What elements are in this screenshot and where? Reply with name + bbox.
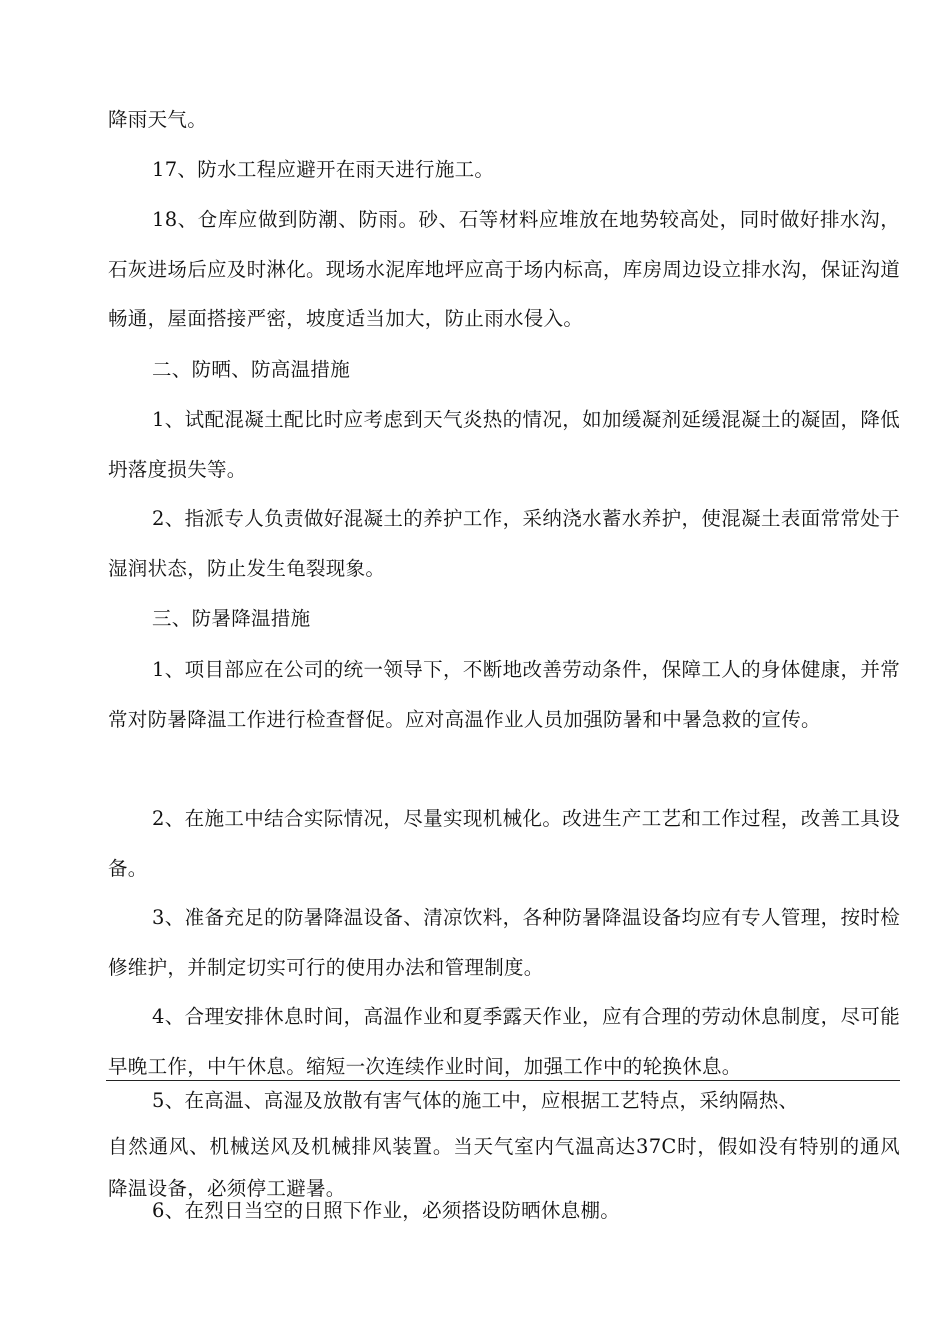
- paragraph-sun-2: 2、指派专人负责做好混凝土的养护工作，采纳浇水蓄水养护，使混凝土表面常常处于湿润状态，防止发生龟裂现象。: [108, 507, 900, 580]
- paragraph-item-17: 17、防水工程应避开在雨天进行施工。: [152, 158, 495, 181]
- paragraph-heat-6: 6、在烈日当空的日照下作业，必须搭设防晒休息棚。: [152, 1199, 621, 1222]
- section-heading-sun-heat: 二、防晒、防高温措施: [152, 358, 351, 381]
- paragraph-heat-3: 3、准备充足的防暑降温设备、清凉饮料，各种防暑降温设备均应有专人管理，按时检修维护，并制定切实可行的使用办法和管理制度。: [108, 906, 900, 979]
- paragraph-continuation: 降雨天气。: [108, 108, 208, 131]
- paragraph-heat-5-line1: 5、在高温、高湿及放散有害气体的施工中，应根据工艺特点，采纳隔热、: [152, 1089, 799, 1112]
- paragraph-heat-2: 2、在施工中结合实际情况，尽量实现机械化。改进生产工艺和工作过程，改善工具设备。: [108, 807, 900, 880]
- paragraph-heat-5-rest: 自然通风、机械送风及机械排风装置。当天气室内气温高达37C时，假如没有特别的通风降温设备，必须停工避暑。: [108, 1135, 900, 1200]
- paragraph-heat-4: 4、合理安排休息时间，高温作业和夏季露天作业，应有合理的劳动休息制度，尽可能早晚工作，中午休息。缩短一次连续作业时间，加强工作中的轮换休息。: [108, 1005, 900, 1078]
- section-heading-heatstroke: 三、防暑降温措施: [152, 607, 311, 630]
- paragraph-item-18: 18、仓库应做到防潮、防雨。砂、石等材料应堆放在地势较高处，同时做好排水沟，石灰进场后应及时淋化。现场水泥库地坪应高于场内标高，库房周边设立排水沟，保证沟道畅通，屋面搭接严密，坡度适当加大，防止雨水侵入。: [108, 208, 901, 330]
- paragraph-sun-1: 1、试配混凝土配比时应考虑到天气炎热的情况，如加缓凝剂延缓混凝土的凝固，降低坍落度损失等。: [108, 408, 900, 481]
- paragraph-heat-1: 1、项目部应在公司的统一领导下，不断地改善劳动条件，保障工人的身体健康，并常常对防暑降温工作进行检查督促。应对高温作业人员加强防暑和中暑急救的宣传。: [108, 658, 900, 731]
